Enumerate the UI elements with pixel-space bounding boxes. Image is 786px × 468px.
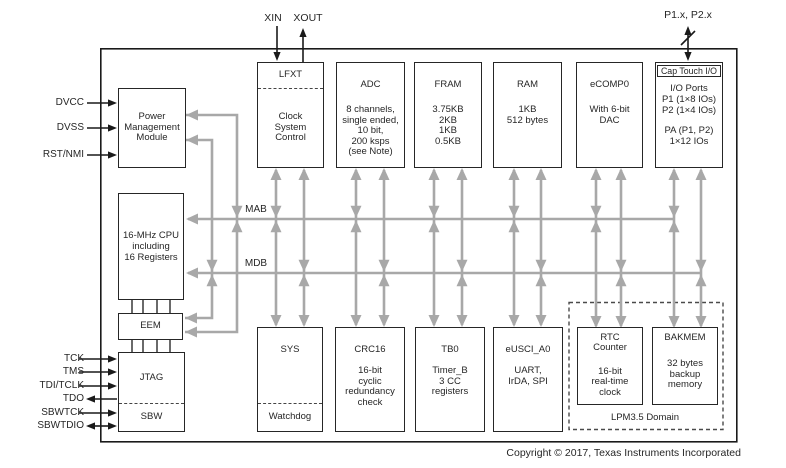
block-tb0: TB0 Timer_B 3 CC registers (415, 327, 485, 432)
block-adc: ADC 8 channels, single ended, 10 bit, 200 ksps (see Note) (336, 62, 405, 168)
cap-touch-io-header: Cap Touch I/O (657, 65, 721, 77)
block-clock-system (257, 62, 324, 168)
block-eem: EEM (118, 313, 183, 340)
pin-label-rst-nmi: RST/NMI (42, 149, 84, 160)
pin-label-tdo: TDO (62, 393, 84, 404)
bus-label-mab: MAB (245, 204, 267, 215)
sbw-section: SBW (119, 403, 184, 431)
block-power-management: Power Management Module (118, 88, 186, 168)
lfxt-section: LFXT (258, 63, 323, 89)
block-jtag-sbw (118, 352, 185, 432)
bus-label-mdb: MDB (244, 258, 268, 269)
pin-label-xout: XOUT (293, 12, 323, 24)
pin-label-p1x-p2x: P1.x, P2.x (664, 9, 712, 21)
pin-label-sbwtdio: SBWTDIO (37, 420, 84, 431)
block-eusci-a0: eUSCI_A0 UART, IrDA, SPI (493, 327, 563, 432)
block-ecomp0: eCOMP0 With 6-bit DAC (576, 62, 643, 168)
block-sys (257, 327, 323, 432)
lpm35-domain-label: LPM3.5 Domain (610, 412, 680, 423)
pin-label-sbwtck: SBWTCK (41, 407, 84, 418)
jtag-section: JTAG (139, 371, 164, 383)
watchdog-section: Watchdog (258, 403, 322, 431)
left-pin-labels (0, 0, 84, 468)
pin-label-tck: TCK (64, 353, 84, 364)
pin-label-dvss: DVSS (56, 122, 84, 133)
block-crc16: CRC16 16-bit cyclic redundancy check (335, 327, 405, 432)
block-rtc: RTC Counter 16-bit real-time clock (577, 327, 643, 405)
block-ram: RAM 1KB 512 bytes (493, 62, 562, 168)
block-cpu: 16-MHz CPU including 16 Registers (118, 193, 184, 300)
block-fram: FRAM 3.75KB 2KB 1KB 0.5KB (414, 62, 482, 168)
block-bakmem: BAKMEM 32 bytes backup memory (652, 327, 718, 405)
copyright-text: Copyright © 2017, Texas Instruments Incorporated (506, 447, 741, 459)
pin-label-dvcc: DVCC (55, 97, 84, 108)
pin-label-tdi-tclk: TDI/TCLK (39, 380, 84, 391)
pin-label-tms: TMS (62, 366, 84, 377)
pin-label-xin: XIN (264, 12, 282, 24)
block-io-ports: Cap Touch I/O I/O Ports P1 (1×8 IOs) P2 (1×4 IOs) PA (P1, P2) 1×12 IOs (655, 62, 723, 168)
sys-section: SYS (280, 344, 300, 355)
clock-system-control: Clock System Control (274, 111, 307, 144)
